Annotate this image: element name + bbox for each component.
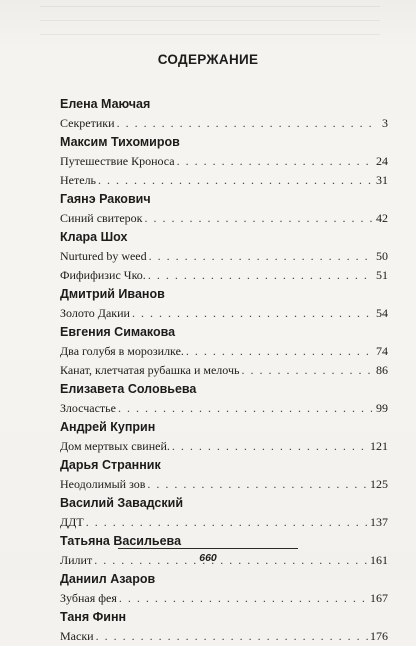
toc-entry-page: 51 <box>376 268 388 282</box>
toc-entry-page: 42 <box>376 211 388 225</box>
toc-entry-page: 99 <box>376 401 388 415</box>
toc-entry-title: Фифифизис Чко. <box>60 268 146 282</box>
toc-entry[interactable] <box>60 247 388 266</box>
toc-entry-page: 137 <box>370 515 388 529</box>
toc-entry[interactable] <box>60 114 388 133</box>
toc-entry-title: Маски <box>60 629 94 643</box>
toc-leader-dots <box>119 589 368 608</box>
toc-entry[interactable] <box>60 152 388 171</box>
toc-entry-page: 125 <box>370 477 388 491</box>
toc-leader-dots <box>149 247 372 266</box>
toc-leader-dots <box>172 437 368 456</box>
toc-entry-title: Канат, клетчатая рубашка и мелочь <box>60 363 240 377</box>
toc-entry[interactable] <box>60 304 388 323</box>
toc-entry[interactable] <box>60 475 388 494</box>
toc-leader-dots <box>148 266 372 285</box>
toc-entry[interactable] <box>60 627 388 646</box>
toc-leader-dots <box>145 209 372 228</box>
toc-entry[interactable] <box>60 437 388 456</box>
toc-leader-dots <box>147 475 368 494</box>
toc-entry-page: 74 <box>376 344 388 358</box>
toc-leader-dots <box>177 152 372 171</box>
toc-entry-page: 3 <box>382 116 388 130</box>
toc-entry-page: 54 <box>376 306 388 320</box>
toc-author: Василий Завадский <box>60 496 183 510</box>
toc-entry[interactable] <box>60 589 388 608</box>
toc-entry-page: 31 <box>376 173 388 187</box>
toc-entry[interactable] <box>60 266 388 285</box>
toc-entry-page: 86 <box>376 363 388 377</box>
toc-entry[interactable] <box>60 209 388 228</box>
toc-author: Елена Маючая <box>60 97 151 111</box>
toc-entry-title: Злосчастье <box>60 401 116 415</box>
toc-entry-title: Зубная фея <box>60 591 117 605</box>
toc-entry-title: Путешествие Кроноса <box>60 154 175 168</box>
toc-leader-dots <box>132 304 372 323</box>
toc-entry-title: Синий свитерок <box>60 211 143 225</box>
toc-entry-page: 167 <box>370 591 388 605</box>
toc-leader-dots <box>117 114 372 133</box>
toc-entry-title: Дом мертвых свиней. <box>60 439 170 453</box>
show-through-text <box>40 6 380 46</box>
toc-leader-dots <box>118 399 372 418</box>
toc-entry-title: Золото Дакии <box>60 306 130 320</box>
toc-entry-title: Нетель <box>60 173 97 187</box>
toc-entry[interactable] <box>60 171 388 190</box>
toc-author: Татьяна Васильева <box>60 534 182 548</box>
toc-leader-dots <box>96 627 368 646</box>
toc-author: Елизавета Соловьева <box>60 382 197 396</box>
toc-entry-title: ДДТ <box>60 515 84 529</box>
toc-entry-page: 176 <box>370 629 388 643</box>
toc-author: Евгения Симакова <box>60 325 176 339</box>
toc-author: Андрей Куприн <box>60 420 156 434</box>
toc-author: Дмитрий Иванов <box>60 287 165 301</box>
toc-entry[interactable] <box>60 342 388 361</box>
toc-author: Максим Тихомиров <box>60 135 180 149</box>
page-title: СОДЕРЖАНИЕ <box>157 52 259 67</box>
toc-author: Клара Шох <box>60 230 128 244</box>
toc-entry-page: 24 <box>376 154 388 168</box>
toc-author: Таня Финн <box>60 610 127 624</box>
toc-entry-page: 161 <box>370 553 388 567</box>
toc-leader-dots <box>98 171 372 190</box>
toc-entry-title: Неодолимый зов <box>60 477 146 491</box>
toc-leader-dots <box>186 342 372 361</box>
footer-rule <box>118 548 298 549</box>
toc-entry[interactable] <box>60 361 388 380</box>
toc-entry-page: 50 <box>376 249 388 263</box>
toc-entry-title: Nurtured by weed <box>60 249 147 263</box>
toc-entry-title: Два голубя в морозилке. <box>60 344 184 358</box>
toc-entry-page: 121 <box>370 439 388 453</box>
toc-entry-title: Секретики <box>60 116 115 130</box>
toc-author: Гаянэ Ракович <box>60 192 151 206</box>
toc-leader-dots <box>241 361 372 380</box>
toc-entry[interactable] <box>60 399 388 418</box>
toc-leader-dots <box>86 513 368 532</box>
toc-author: Даниил Азаров <box>60 572 156 586</box>
toc-entry-title: Лилит <box>60 553 93 567</box>
toc-entry[interactable] <box>60 513 388 532</box>
toc-author: Дарья Странник <box>60 458 161 472</box>
page-number: 660 <box>199 552 217 564</box>
